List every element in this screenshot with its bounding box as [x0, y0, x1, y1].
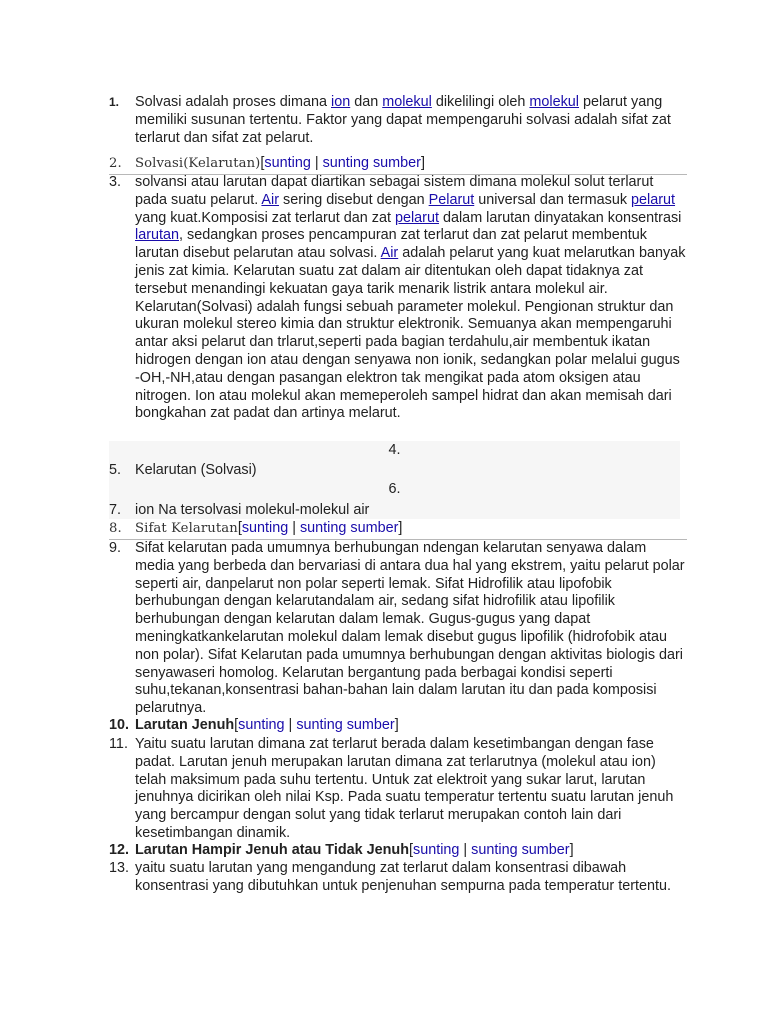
list-text: solvansi atau larutan dapat diartikan sebagai sistem dimana molekul solut terlarut pada suatu pelarut. Air sering disebut dengan Pelarut universal dan termasuk pelarut yang kuat.Komposisi zat terlarut dan zat pelarut dalam larutan dinyatakan konsentrasi larutan, sedangkan proses pencampuran zat terlarut dan zat pelarut membentuk larutan disebut pelarutan atau solvasi. Air adalah pelarut yang kuat melarutkan banyak jenis zat kimia. Kelarutan suatu zat dalam air ditentukan oleh dapat tidaknya zat tersebut menandingi kekuatan gaya tarik menarik listrik antara molekul air. Kelarutan(Solvasi) adalah fungsi sebuah parameter molekul. Pengionan struktur dan ukuran molekul stereo kimia dan struktur elektronik. Semuanya akan mempengaruhi antar aksi pelarut dan trlarut,seperti pada bagian terdahulu,air membentuk ikatan hidrogen dengan ion atau dengan senyawa non ionik, sedangkan polar melalui gugus -OH,-NH,atau dengan pasangan elektron tak mengikat pada atom oksigen atau nitrogen. Ion atau molekul akan memeperoleh sampel hidrat dan akan memisah dari bongkahan zat padat dan artinya melarut. — [135, 174, 686, 422]
edit-link[interactable]: sunting — [238, 717, 285, 733]
list-item-3 — [109, 174, 687, 423]
list-number: 2. — [109, 156, 122, 171]
edit-source-link[interactable]: sunting sumber — [296, 717, 395, 733]
list-text: yaitu suatu larutan yang mengandung zat terlarut dalam konsentrasi dibawah konsentrasi yang dibutuhkan untuk penjenuhan sempurna pada temperatur tertentu. — [135, 860, 672, 894]
link-molekul[interactable]: molekul — [529, 94, 580, 110]
heading-text: Sifat Kelarutan — [135, 521, 238, 536]
link-larutan[interactable]: larutan — [135, 227, 180, 244]
list-text: Yaitu suatu larutan dimana zat terlarut berada dalam kesetimbangan dengan fase padat. Larutan jenuh merupakan larutan dimana zat terlarutnya (molekul atau ion) telah maksimum pada suhu tertentu. Untuk zat elektroit yang sukar larut, larutan jenuhnya dicirikan oleh nilai Ksp. Pada suatu temperatur tertentu suatu larutan jenuh yang bercampur dengan solut yang tidak terlarut merupakan contoh lain dari kesetimbangan dinamik. — [135, 736, 674, 841]
list-item-1 — [109, 94, 687, 147]
section-heading-larutan-jenuh: 10. Larutan Jenuh[sunting | sunting sumber] — [109, 717, 399, 733]
list-number: 1. — [109, 95, 120, 109]
list-number: 5. — [109, 462, 122, 478]
heading-text: Larutan Jenuh — [135, 717, 235, 733]
list-item-7 — [109, 502, 687, 520]
link-air[interactable]: Air — [261, 191, 280, 208]
edit-source-link[interactable]: sunting sumber — [322, 155, 421, 171]
list-item-5 — [109, 462, 687, 480]
edit-source-link[interactable]: sunting sumber — [299, 520, 399, 536]
list-number: 10. — [109, 717, 130, 733]
list-number: 8. — [109, 521, 122, 536]
link-pelarut[interactable]: pelarut — [394, 209, 439, 226]
list-number: 12. — [109, 842, 130, 858]
list-item-11 — [109, 736, 687, 843]
heading-text: Larutan Hampir Jenuh atau Tidak Jenuh — [135, 842, 410, 858]
section-heading-solvasi: 2. Solvasi(Kelarutan)[sunting | sunting sumber] — [109, 155, 687, 175]
link-pelarut[interactable]: Pelarut — [428, 191, 475, 208]
list-text: Solvasi adalah proses dimana ion dan molekul dikelilingi oleh molekul pelarut yang memiliki susunan tertentu. Faktor yang dapat mempengaruhi solvasi adalah sifat zat terlarut dan sifat zat pelarut. — [135, 94, 671, 146]
list-number: 13. — [109, 860, 130, 876]
list-number: 6. — [388, 481, 401, 497]
link-ion[interactable]: ion — [331, 94, 351, 110]
list-number: 9. — [109, 540, 122, 556]
figure-caption: Kelarutan (Solvasi) — [135, 462, 257, 478]
list-number: 3. — [109, 174, 122, 190]
edit-link[interactable]: sunting — [241, 520, 289, 536]
link-pelarut[interactable]: pelarut — [631, 191, 676, 208]
heading-text: Solvasi(Kelarutan) — [135, 156, 261, 171]
section-heading-larutan-hampir-jenuh: 12. Larutan Hampir Jenuh atau Tidak Jenuh[sunting | sunting sumber] — [109, 842, 574, 858]
link-molekul[interactable]: molekul — [382, 94, 432, 110]
list-number: 7. — [109, 502, 122, 518]
section-heading-sifat-kelarutan: 8. Sifat Kelarutan[sunting | sunting sumber] — [109, 520, 687, 540]
edit-link[interactable]: sunting — [264, 155, 311, 171]
list-text: Sifat kelarutan pada umumnya berhubungan ndengan kelarutan senyawa dalam media yang berbeda dan bervariasi di antara dua hal yang ekstrem, yaitu pelarut polar seperti air, danpelarut non polar seperti lemak. Sifat Hidrofilik atau lipofobik berhubungan dengan kelarutandalam air, sedang sifat hidrofilik atau lipofilik berhubungan dengan kelarutan dalam lemak. Gugus-gugus yang dapat meningkatkankelarutan molekul dalam lemak disebut gugus lipofilik (hidrofobik atau non polar). Sifat Kelarutan pada umumnya berhubungan dengan aktivitas biologis dari senyawaseri homolog. Kelarutan bergantung pada berbagai kondisi seperti suhu,tekanan,konsentrasi bahan-bahan lain dalam larutan itu dan pada komposisi pelarutnya. — [135, 540, 685, 717]
link-air[interactable]: Air — [380, 245, 399, 262]
list-number: 4. — [388, 442, 401, 458]
figure-caption: ion Na tersolvasi molekul-molekul air — [135, 502, 370, 518]
edit-source-link[interactable]: sunting sumber — [471, 842, 570, 858]
edit-link[interactable]: sunting — [413, 842, 460, 858]
list-number: 11. — [109, 736, 128, 752]
list-item-9 — [109, 540, 687, 718]
list-item-13 — [109, 860, 687, 896]
